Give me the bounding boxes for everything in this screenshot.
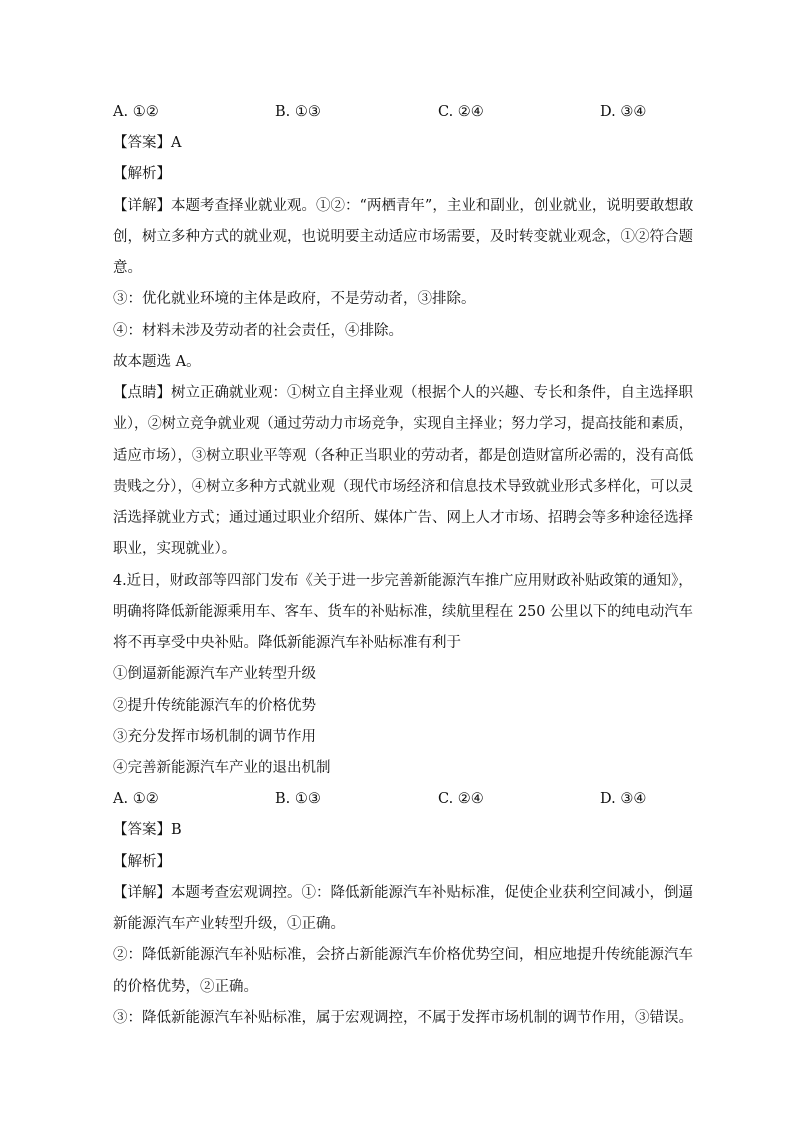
q3-detail-line: 【详解】本题考查择业就业观。①②：“两栖青年”，主业和副业，创业就业，说明要敢想敢 (113, 198, 694, 214)
q4-option-a: A. ①② (113, 791, 159, 807)
q4-detail-line: 【详解】本题考查宏观调控。①：降低新能源汽车补贴标准，促使企业获利空间减小，倒逼 (113, 885, 693, 901)
q4-item: ①倒逼新能源汽车产业转型升级 (113, 666, 316, 682)
q3-analysis-heading: 【解析】 (113, 166, 171, 182)
q3-keypoint-line: 业），②树立竞争就业观（通过劳动力市场竞争，实现自主择业；努力学习，提高技能和素质， (113, 416, 693, 432)
q3-option-b: B. ①③ (275, 104, 321, 120)
q4-stem-line: 4.近日，财政部等四部门发布《关于进一步完善新能源汽车推广应用财政补贴政策的通知》， (113, 573, 693, 589)
q4-option-b: B. ①③ (275, 791, 321, 807)
q3-detail-line: 故本题选 A。 (113, 354, 201, 370)
q3-keypoint-line: 贵贱之分），④树立多种方式就业观（现代市场经济和信息技术导致就业形式多样化，可以灵 (113, 479, 694, 495)
q4-analysis-heading: 【解析】 (113, 854, 171, 870)
q4-option-c: C. ②④ (438, 791, 484, 807)
q3-option-c: C. ②④ (438, 104, 484, 120)
q3-detail-line: 创，树立多种方式的就业观，也说明要主动适应市场需要，及时转变就业观念，①②符合题 (113, 229, 693, 245)
q3-keypoint-line: 【点睛】树立正确就业观：①树立自主择业观（根据个人的兴趣、专长和条件，自主选择职 (113, 385, 693, 401)
q3-answer: 【答案】A (113, 135, 182, 151)
q3-detail-line: 意。 (113, 260, 142, 276)
q3-keypoint-line: 职业，实现就业）。 (113, 541, 237, 557)
q4-detail-line: 的价格优势，②正确。 (113, 979, 258, 995)
q4-detail-line: ③：降低新能源汽车补贴标准，属于宏观调控，不属于发挥市场机制的调节作用，③错误。 (113, 1010, 693, 1026)
q4-option-d: D. ③④ (600, 791, 647, 807)
q3-keypoint-line: 适应市场），③树立职业平等观（各种正当职业的劳动者，都是创造财富所必需的，没有高低 (113, 448, 694, 464)
q3-keypoint-line: 活选择就业方式；通过通过职业介绍所、媒体广告、网上人才市场、招聘会等多种途径选择 (113, 510, 693, 526)
q4-answer: 【答案】B (113, 822, 182, 838)
q4-item: ③充分发挥市场机制的调节作用 (113, 729, 316, 745)
q3-option-d: D. ③④ (600, 104, 647, 120)
q3-detail-line: ③：优化就业环境的主体是政府，不是劳动者，③排除。 (113, 291, 476, 307)
q3-detail-line: ④：材料未涉及劳动者的社会责任，④排除。 (113, 323, 403, 339)
q4-item: ④完善新能源汽车产业的退出机制 (113, 760, 331, 776)
q4-stem-line: 明确将降低新能源乘用车、客车、货车的补贴标准，续航里程在 250 公里以下的纯电动汽车 (113, 604, 693, 620)
q4-detail-line: 新能源汽车产业转型升级，①正确。 (113, 916, 345, 932)
q4-detail-line: ②：降低新能源汽车补贴标准，会挤占新能源汽车价格优势空间，相应地提升传统能源汽车 (113, 947, 693, 963)
q4-item: ②提升传统能源汽车的价格优势 (113, 698, 316, 714)
q4-stem-line: 将不再享受中央补贴。降低新能源汽车补贴标准有利于 (113, 635, 461, 651)
q3-option-a: A. ①② (113, 104, 159, 120)
